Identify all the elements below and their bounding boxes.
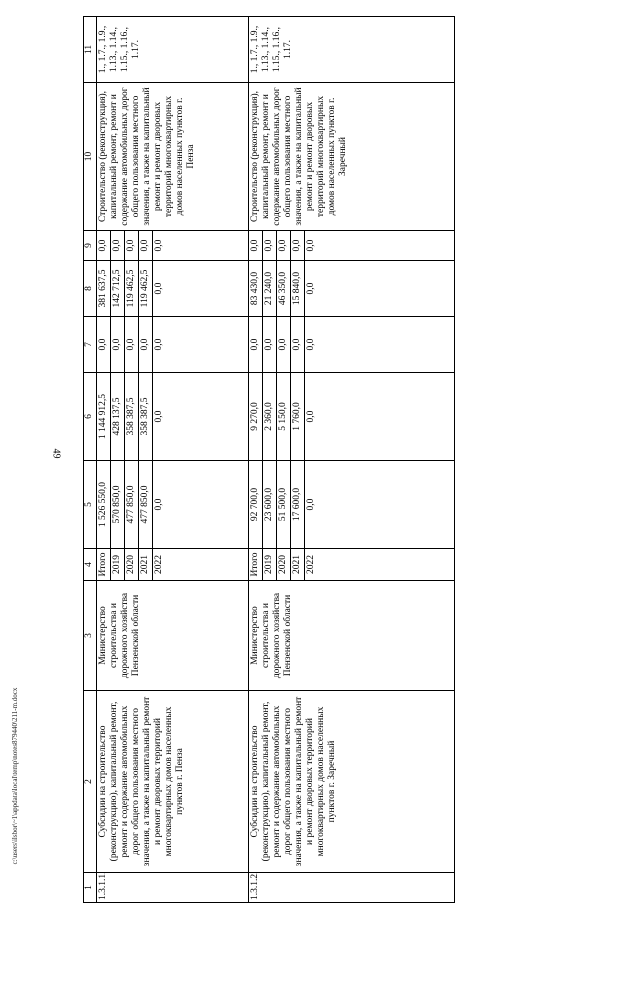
value-cell: 21 240,0: [263, 261, 277, 317]
value-cell: 0,0: [153, 317, 249, 373]
value-cell: 477 850,0: [139, 461, 153, 549]
column-header: 7: [84, 317, 97, 373]
column-header: 5: [84, 461, 97, 549]
value-cell: 17 600,0: [291, 461, 305, 549]
rotated-table-container: [83, 17, 615, 903]
value-cell: 0,0: [111, 317, 125, 373]
column-header: 6: [84, 373, 97, 461]
value-cell: 0,0: [153, 461, 249, 549]
value-cell: 1 144 912,5: [97, 373, 111, 461]
header-row: [84, 17, 97, 903]
item-executor: Министерство строительства и дорожного хозяйства Пензенской области: [97, 581, 249, 691]
value-cell: 0,0: [263, 231, 277, 261]
value-cell: 0,0: [277, 317, 291, 373]
value-cell: 9 270,0: [249, 373, 263, 461]
item-number: 1.3.1.2.: [249, 873, 455, 903]
column-header: 2: [84, 691, 97, 873]
year-cell: 2022: [153, 549, 249, 581]
item-result: Строительство (реконструкция), капитальный ремонт, ремонт и содержание автомобильных дорог общего пользования местного значения, а также на капитальный ремонт и ремонт дворовых территорий многоквартирных домов населенных пунктов г. Заречный: [249, 83, 455, 231]
item-executor: Министерство строительства и дорожного хозяйства Пензенской области: [249, 581, 455, 691]
file-path-footer: c:\users\ilsbor\~1\appdata\local\temp\notes879440\211-m.docx: [11, 687, 19, 865]
value-cell: 358 387,5: [139, 373, 153, 461]
value-cell: 2 360,0: [263, 373, 277, 461]
value-cell: 23 600,0: [263, 461, 277, 549]
value-cell: 0,0: [97, 317, 111, 373]
value-cell: 0,0: [153, 231, 249, 261]
value-cell: 0,0: [277, 231, 291, 261]
year-cell: 2020: [125, 549, 139, 581]
year-cell: 2019: [111, 549, 125, 581]
value-cell: 477 850,0: [125, 461, 139, 549]
value-cell: 0,0: [249, 317, 263, 373]
value-cell: 1 526 550,0: [97, 461, 111, 549]
value-cell: 142 712,5: [111, 261, 125, 317]
page-number: 49: [50, 448, 62, 459]
year-cell: 2021: [139, 549, 153, 581]
year-cell: Итого: [97, 549, 111, 581]
year-cell: Итого: [249, 549, 263, 581]
column-header: 4: [84, 549, 97, 581]
value-cell: 5 150,0: [277, 373, 291, 461]
value-cell: 0,0: [263, 317, 277, 373]
value-cell: 92 700,0: [249, 461, 263, 549]
value-cell: 1 760,0: [291, 373, 305, 461]
value-cell: 0,0: [305, 461, 455, 549]
year-cell: 2022: [305, 549, 455, 581]
year-cell: 2020: [277, 549, 291, 581]
column-header: 3: [84, 581, 97, 691]
value-cell: 0,0: [97, 231, 111, 261]
column-header: 11: [84, 17, 97, 83]
value-cell: 46 350,0: [277, 261, 291, 317]
column-header: 9: [84, 231, 97, 261]
item-indicators: 1., 1.7., 1.9., 1.13., 1.14., 1.15., 1.16., 1.17.: [97, 17, 249, 83]
value-cell: 358 387,5: [125, 373, 139, 461]
program-table: [83, 16, 455, 903]
item-indicators: 1., 1.7., 1.9., 1.13., 1.14., 1.15., 1.16., 1.17.: [249, 17, 455, 83]
table-row: [249, 17, 263, 903]
value-cell: 381 637,5: [97, 261, 111, 317]
value-cell: 0,0: [125, 317, 139, 373]
value-cell: 0,0: [305, 231, 455, 261]
value-cell: 51 500,0: [277, 461, 291, 549]
value-cell: 428 137,5: [111, 373, 125, 461]
value-cell: 0,0: [139, 231, 153, 261]
value-cell: 0,0: [291, 231, 305, 261]
value-cell: 0,0: [305, 373, 455, 461]
item-result: Строительство (реконструкция), капитальный ремонт, ремонт и содержание автомобильных дорог общего пользования местного значения, а также на капитальный ремонт и ремонт дворовых территорий многоквартирных домов населенных пунктов г. Пенза: [97, 83, 249, 231]
value-cell: 119 462,5: [139, 261, 153, 317]
value-cell: 0,0: [305, 261, 455, 317]
value-cell: 0,0: [249, 231, 263, 261]
value-cell: 0,0: [153, 261, 249, 317]
column-header: 8: [84, 261, 97, 317]
year-cell: 2019: [263, 549, 277, 581]
item-number: 1.3.1.1.: [97, 873, 249, 903]
value-cell: 15 840,0: [291, 261, 305, 317]
item-description: Субсидии на строительство (реконструкцию), капитальный ремонт, ремонт и содержание автомобильных дорог общего пользования местного значения, а также на капитальный ремонт и ремонт дворовых территорий многоквартирных домов населенных пунктов г. Пенза: [97, 691, 249, 873]
value-cell: 0,0: [305, 317, 455, 373]
value-cell: 0,0: [125, 231, 139, 261]
value-cell: 570 850,0: [111, 461, 125, 549]
column-header: 1: [84, 873, 97, 903]
column-header: 10: [84, 83, 97, 231]
table-row: [97, 17, 111, 903]
value-cell: 119 462,5: [125, 261, 139, 317]
year-cell: 2021: [291, 549, 305, 581]
value-cell: 83 430,0: [249, 261, 263, 317]
value-cell: 0,0: [153, 373, 249, 461]
value-cell: 0,0: [291, 317, 305, 373]
value-cell: 0,0: [111, 231, 125, 261]
value-cell: 0,0: [139, 317, 153, 373]
item-description: Субсидии на строительство (реконструкцию), капитальный ремонт, ремонт и содержание автомобильных дорог общего пользования местного значения, а также на капитальный ремонт и ремонт дворовых территорий многоквартирных домов населенных пунктов г. Заречный: [249, 691, 455, 873]
